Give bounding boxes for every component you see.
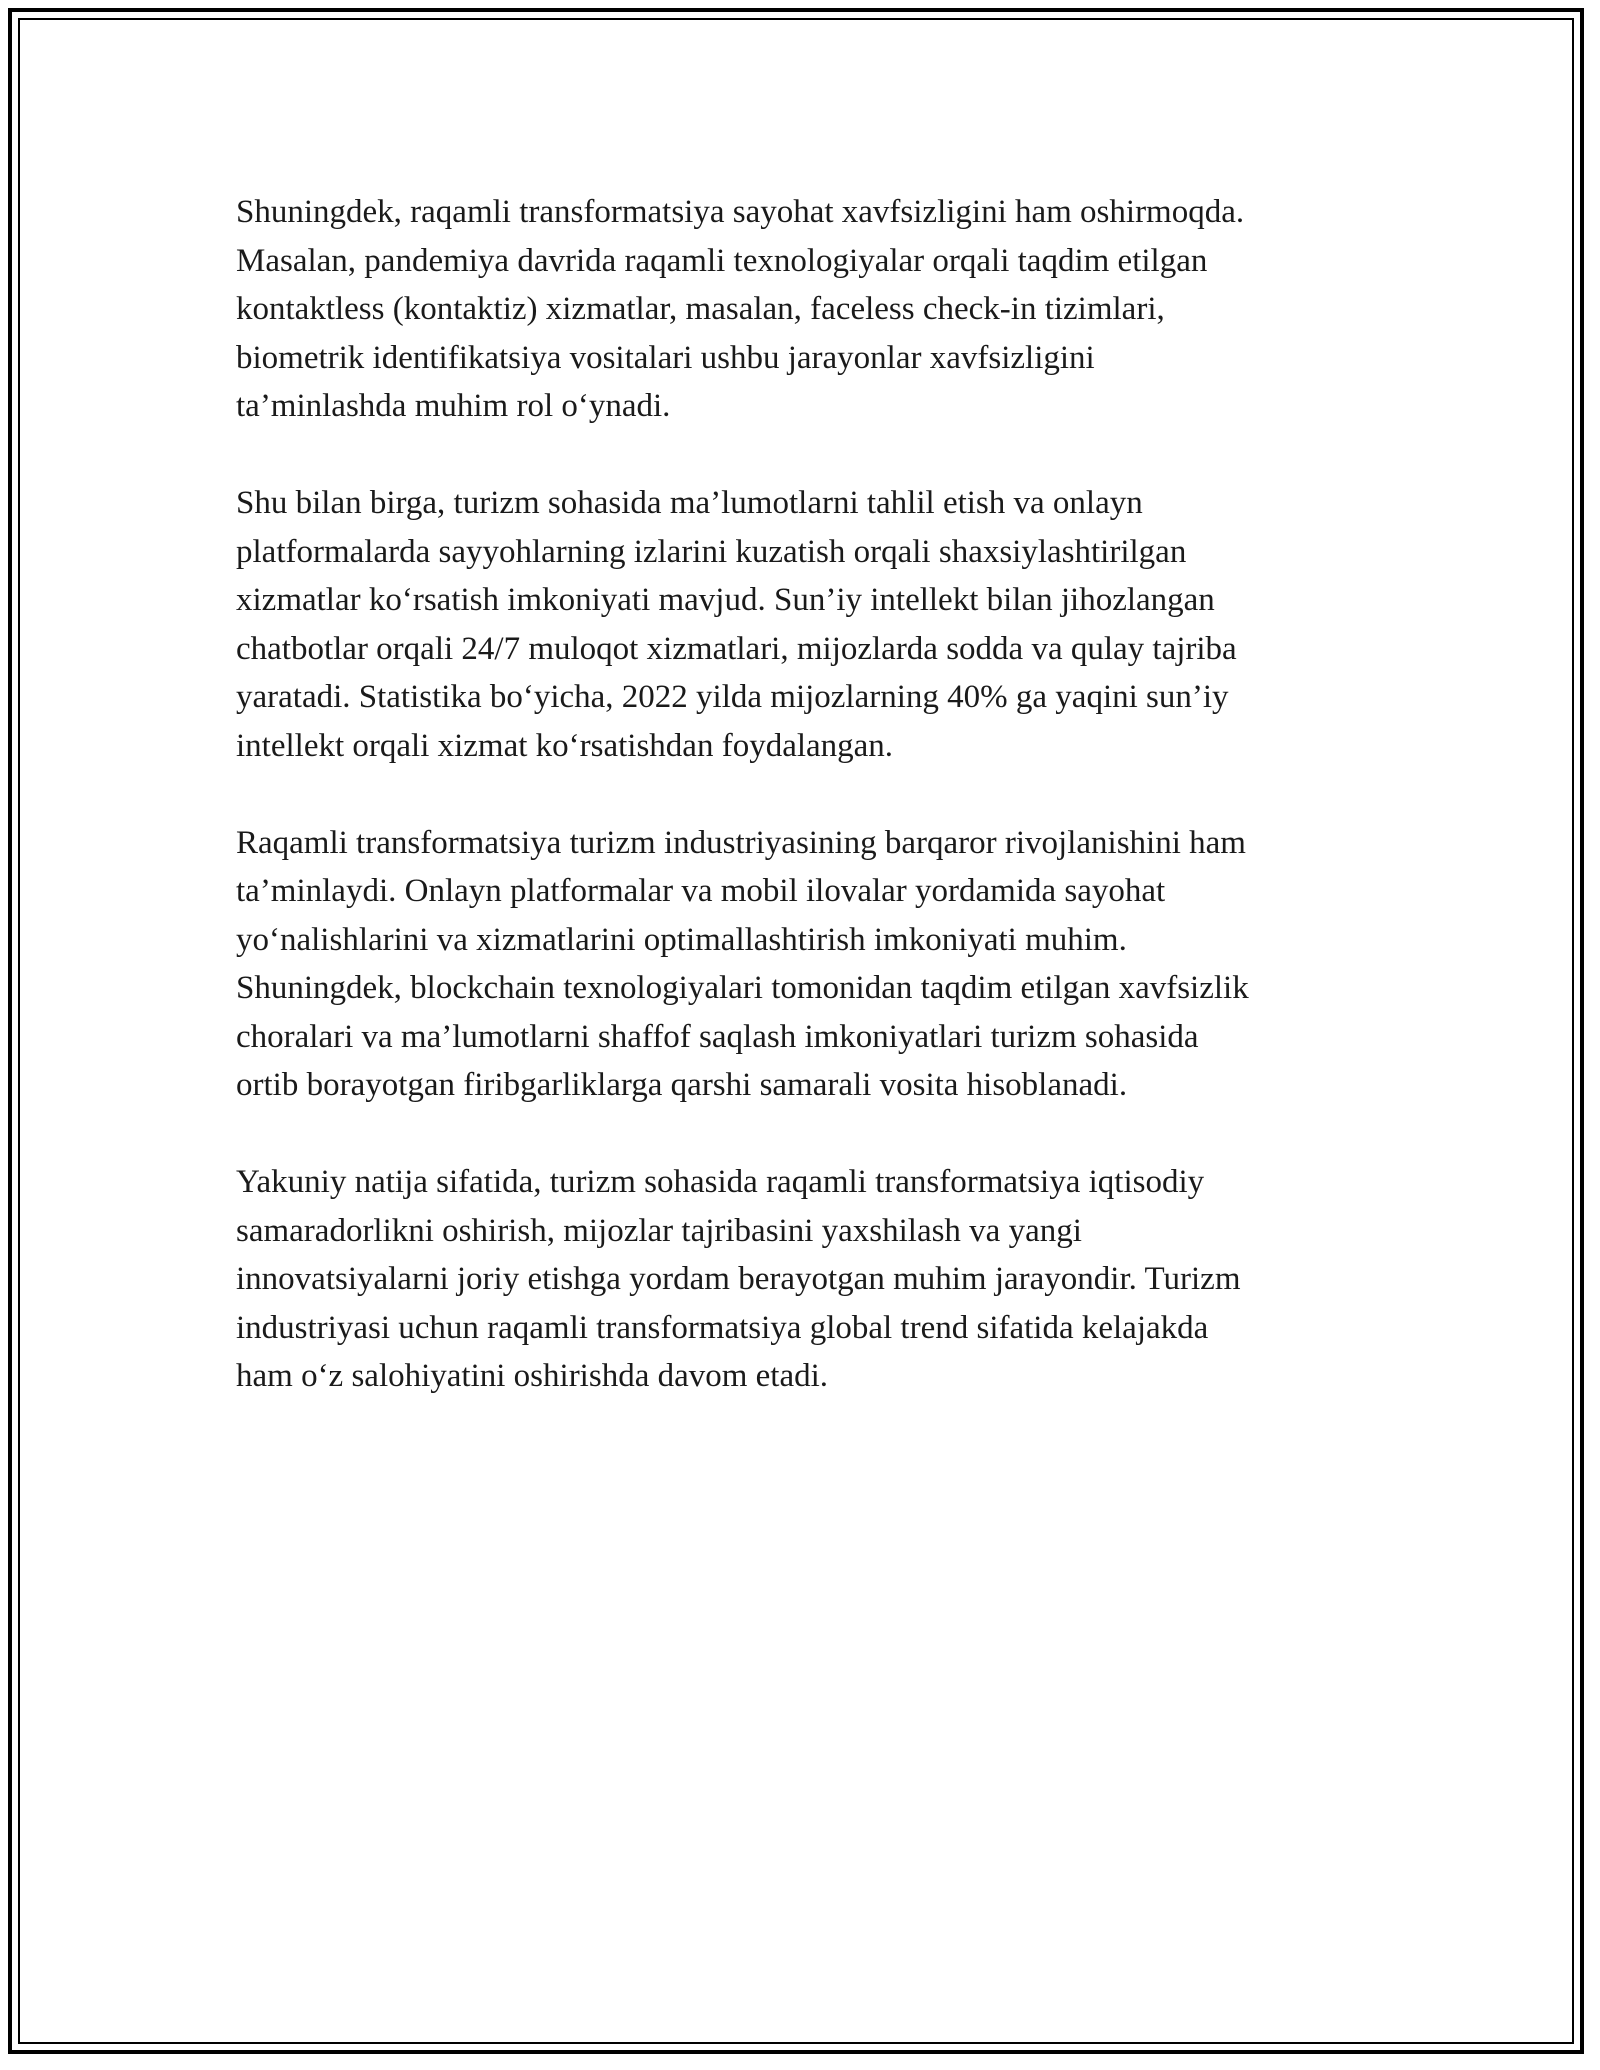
text-line: platformalarda sayyohlarning izlarini kuzatish orqali shaxsiylashtirilgan [236,533,1187,570]
text-line: innovatsiyalarni joriy etishga yordam berayotgan muhim jarayondir. Turizm [236,1261,1241,1297]
text-line: choralari va ma’lumotlarni shaffof saqlash imkoniyatlari turizm sohasida [236,1018,1199,1055]
text-line: ta’minlashda muhim rol o‘ynadi. [236,388,671,424]
text-line: intellekt orqali xizmat ko‘rsatishdan foydalangan. [236,727,894,764]
text-line: biometrik identifikatsiya vositalari ushbu jarayonlar xavfsizligini [236,339,1095,376]
text-line: Raqamli transformatsiya turizm industriyasining barqaror rivojlanishini ham [236,824,1246,861]
text-line: Shuningdek, raqamli transformatsiya sayohat xavfsizligini ham oshirmoqda. [236,194,1245,230]
text-line: samaradorlikni oshirish, mijozlar tajribasini yaxshilash va yangi [236,1212,1082,1249]
text-line: ham o‘z salohiyatini oshirishda davom etadi. [236,1358,829,1394]
paragraph-travel-security [236,188,1376,431]
text-line: Shu bilan birga, turizm sohasida ma’lumotlarni tahlil etish va onlayn [236,485,1143,521]
text-line: Shuningdek, blockchain texnologiyalari tomonidan taqdim etilgan xavfsizlik [236,970,1249,1006]
paragraph-sustainable-development [236,819,1376,1110]
text-line: industriyasi uchun raqamli transformatsiya global trend sifatida kelajakda [236,1309,1209,1346]
paragraph-personalized-services [236,479,1376,770]
text-line: yo‘nalishlarini va xizmatlarini optimallashtirish imkoniyati muhim. [236,921,1127,958]
text-line: Masalan, pandemiya davrida raqamli texnologiyalar orqali taqdim etilgan [236,242,1208,279]
text-line: yaratadi. Statistika bo‘yicha, 2022 yilda mijozlarning 40% ga yaqini sun’iy [236,679,1229,715]
document-body [236,188,1376,1449]
text-line: kontaktless (kontaktiz) xizmatlar, masalan, faceless check-in tizimlari, [236,291,1165,327]
text-line: Yakuniy natija sifatida, turizm sohasida raqamli transformatsiya iqtisodiy [236,1164,1205,1200]
paragraph-conclusion [236,1158,1376,1401]
text-line: chatbotlar orqali 24/7 muloqot xizmatlari, mijozlarda sodda va qulay tajriba [236,630,1237,667]
text-line: ta’minlaydi. Onlayn platformalar va mobil ilovalar yordamida sayohat [236,873,1166,909]
text-line: xizmatlar ko‘rsatish imkoniyati mavjud. Sun’iy intellekt bilan jihozlangan [236,582,1215,618]
text-line: ortib borayotgan firibgarliklarga qarshi samarali vosita hisoblanadi. [236,1067,1128,1103]
